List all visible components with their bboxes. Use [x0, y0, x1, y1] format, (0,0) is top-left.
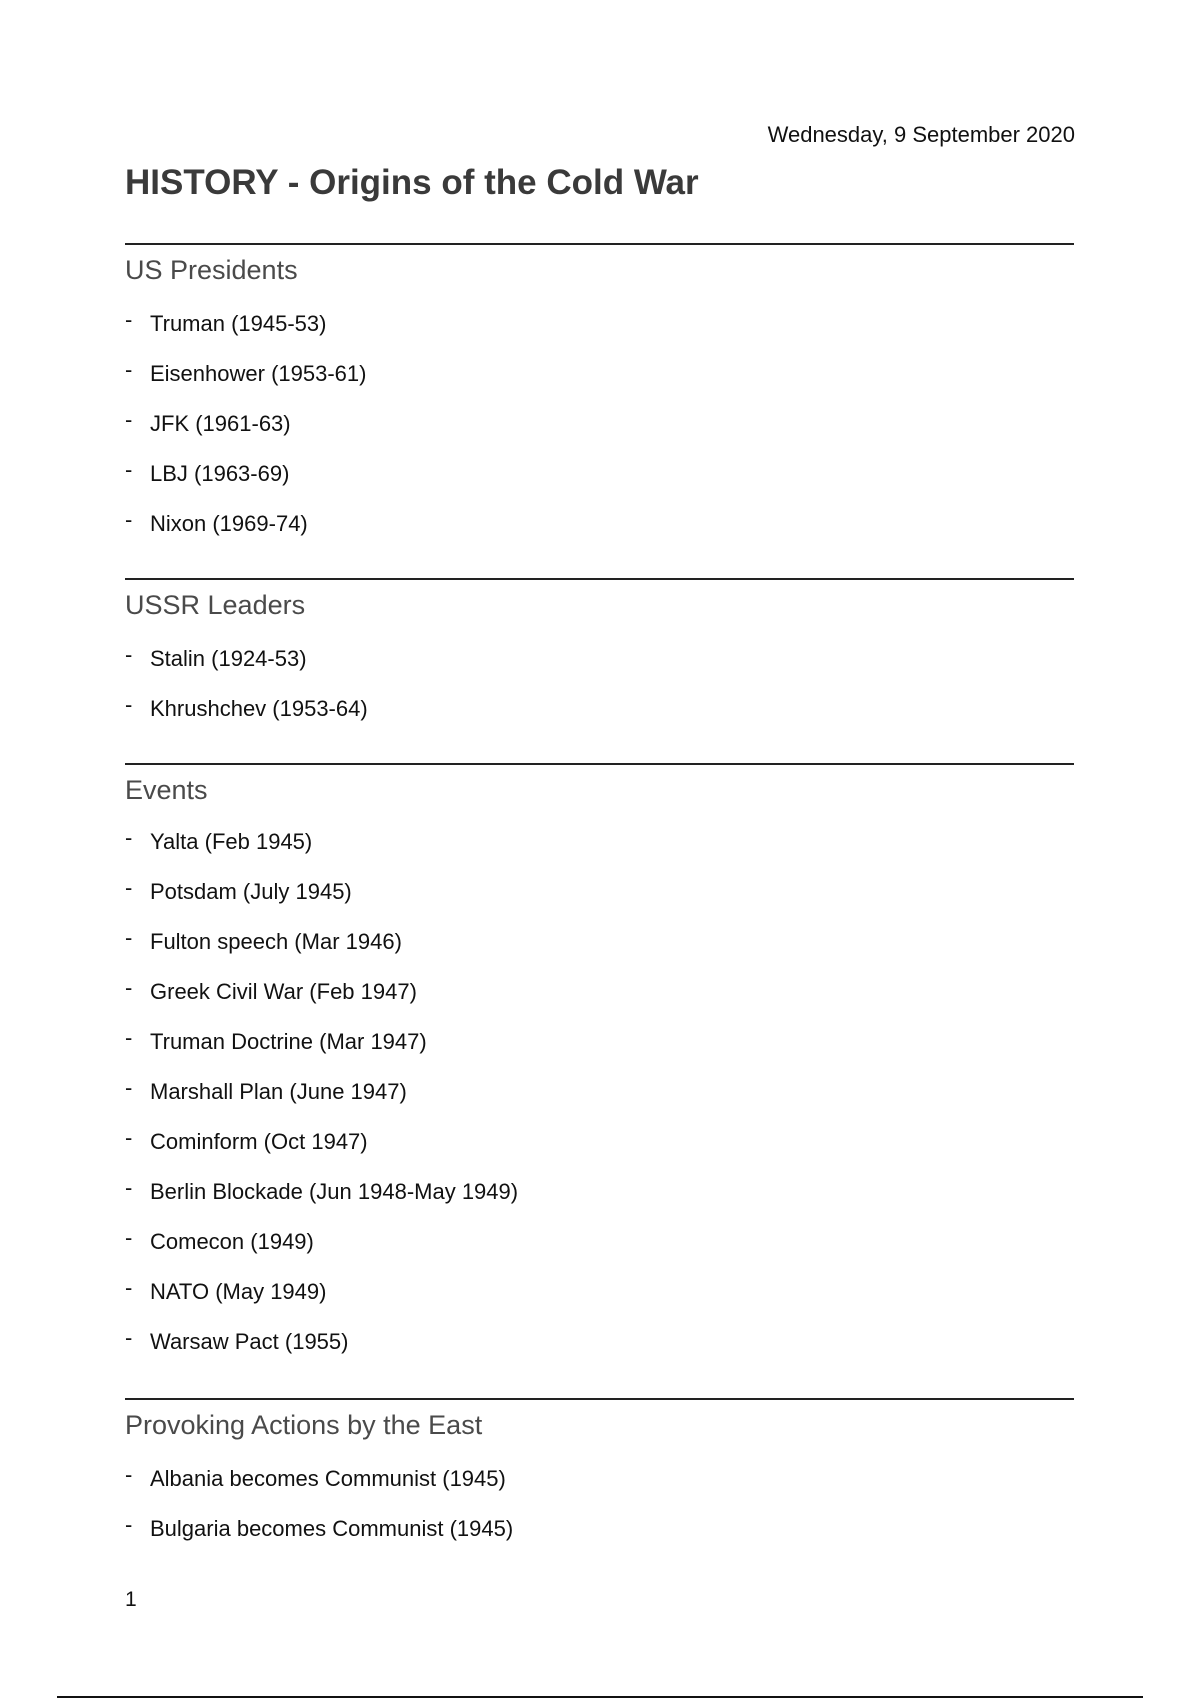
list-item-text: Berlin Blockade (Jun 1948-May 1949) [150, 1179, 519, 1204]
list-item [125, 1454, 1074, 1504]
bullet-dash: - [125, 642, 133, 667]
list-item-text: Cominform (Oct 1947) [150, 1129, 368, 1154]
bullet-dash: - [125, 357, 133, 382]
section-heading: USSR Leaders [125, 590, 306, 620]
bullet-dash: - [125, 1512, 133, 1537]
page-number: 1 [125, 1588, 137, 1611]
list-item [125, 499, 1074, 549]
list-item [125, 1317, 1074, 1367]
list-item-text: Warsaw Pact (1955) [150, 1329, 349, 1354]
list-item-text: Greek Civil War (Feb 1947) [150, 979, 417, 1004]
list-item [125, 634, 1074, 684]
bullet-dash: - [125, 975, 133, 1000]
list-item [125, 349, 1074, 399]
section-heading: US Presidents [125, 255, 298, 285]
section-heading: Events [125, 775, 208, 805]
bullet-list [125, 1454, 1074, 1554]
list-item [125, 1217, 1074, 1267]
list-item-text: Bulgaria becomes Communist (1945) [150, 1516, 514, 1541]
list-item-text: Yalta (Feb 1945) [150, 829, 313, 854]
list-item [125, 1017, 1074, 1067]
bullet-dash: - [125, 1125, 133, 1150]
bullet-dash: - [125, 925, 133, 950]
section-ussr-leaders [125, 578, 1074, 734]
bullet-dash: - [125, 1075, 133, 1100]
list-item-text: JFK (1961-63) [150, 411, 291, 436]
note-title: HISTORY - Origins of the Cold War [125, 163, 699, 202]
section-us-presidents [125, 243, 1074, 549]
list-item-text: Khrushchev (1953-64) [150, 696, 368, 721]
list-item-text: Potsdam (July 1945) [150, 879, 352, 904]
list-item-text: Comecon (1949) [150, 1229, 314, 1254]
list-item-text: Truman Doctrine (Mar 1947) [150, 1029, 427, 1054]
bullet-list [125, 817, 1074, 1367]
list-item-text: Marshall Plan (June 1947) [150, 1079, 407, 1104]
section-provoking-actions-east [125, 1398, 1074, 1554]
list-item [125, 1504, 1074, 1554]
bullet-dash: - [125, 307, 133, 332]
list-item [125, 1167, 1074, 1217]
list-item-text: Truman (1945-53) [150, 311, 327, 336]
list-item-text: Stalin (1924-53) [150, 646, 307, 671]
list-item [125, 1117, 1074, 1167]
bullet-list [125, 634, 1074, 734]
section-events [125, 763, 1074, 1367]
bullet-list [125, 299, 1074, 549]
list-item [125, 299, 1074, 349]
list-item [125, 817, 1074, 867]
bullet-dash: - [125, 1225, 133, 1250]
list-item [125, 1267, 1074, 1317]
list-item [125, 1067, 1074, 1117]
bullet-dash: - [125, 407, 133, 432]
note-date: Wednesday, 9 September 2020 [767, 122, 1075, 147]
bullet-dash: - [125, 507, 133, 532]
section-heading: Provoking Actions by the East [125, 1410, 483, 1440]
page-bottom-divider [57, 1696, 1143, 1698]
list-item [125, 967, 1074, 1017]
list-item [125, 684, 1074, 734]
list-item-text: Nixon (1969-74) [150, 511, 308, 536]
bullet-dash: - [125, 457, 133, 482]
list-item [125, 449, 1074, 499]
list-item-text: NATO (May 1949) [150, 1279, 327, 1304]
bullet-dash: - [125, 1462, 133, 1487]
list-item [125, 917, 1074, 967]
bullet-dash: - [125, 1325, 133, 1350]
list-item-text: Albania becomes Communist (1945) [150, 1466, 506, 1491]
bullet-dash: - [125, 825, 133, 850]
list-item [125, 399, 1074, 449]
bullet-dash: - [125, 1025, 133, 1050]
bullet-dash: - [125, 875, 133, 900]
bullet-dash: - [125, 1175, 133, 1200]
list-item-text: Eisenhower (1953-61) [150, 361, 367, 386]
list-item-text: LBJ (1963-69) [150, 461, 290, 486]
bullet-dash: - [125, 1275, 133, 1300]
bullet-dash: - [125, 692, 133, 717]
list-item-text: Fulton speech (Mar 1946) [150, 929, 402, 954]
list-item [125, 867, 1074, 917]
